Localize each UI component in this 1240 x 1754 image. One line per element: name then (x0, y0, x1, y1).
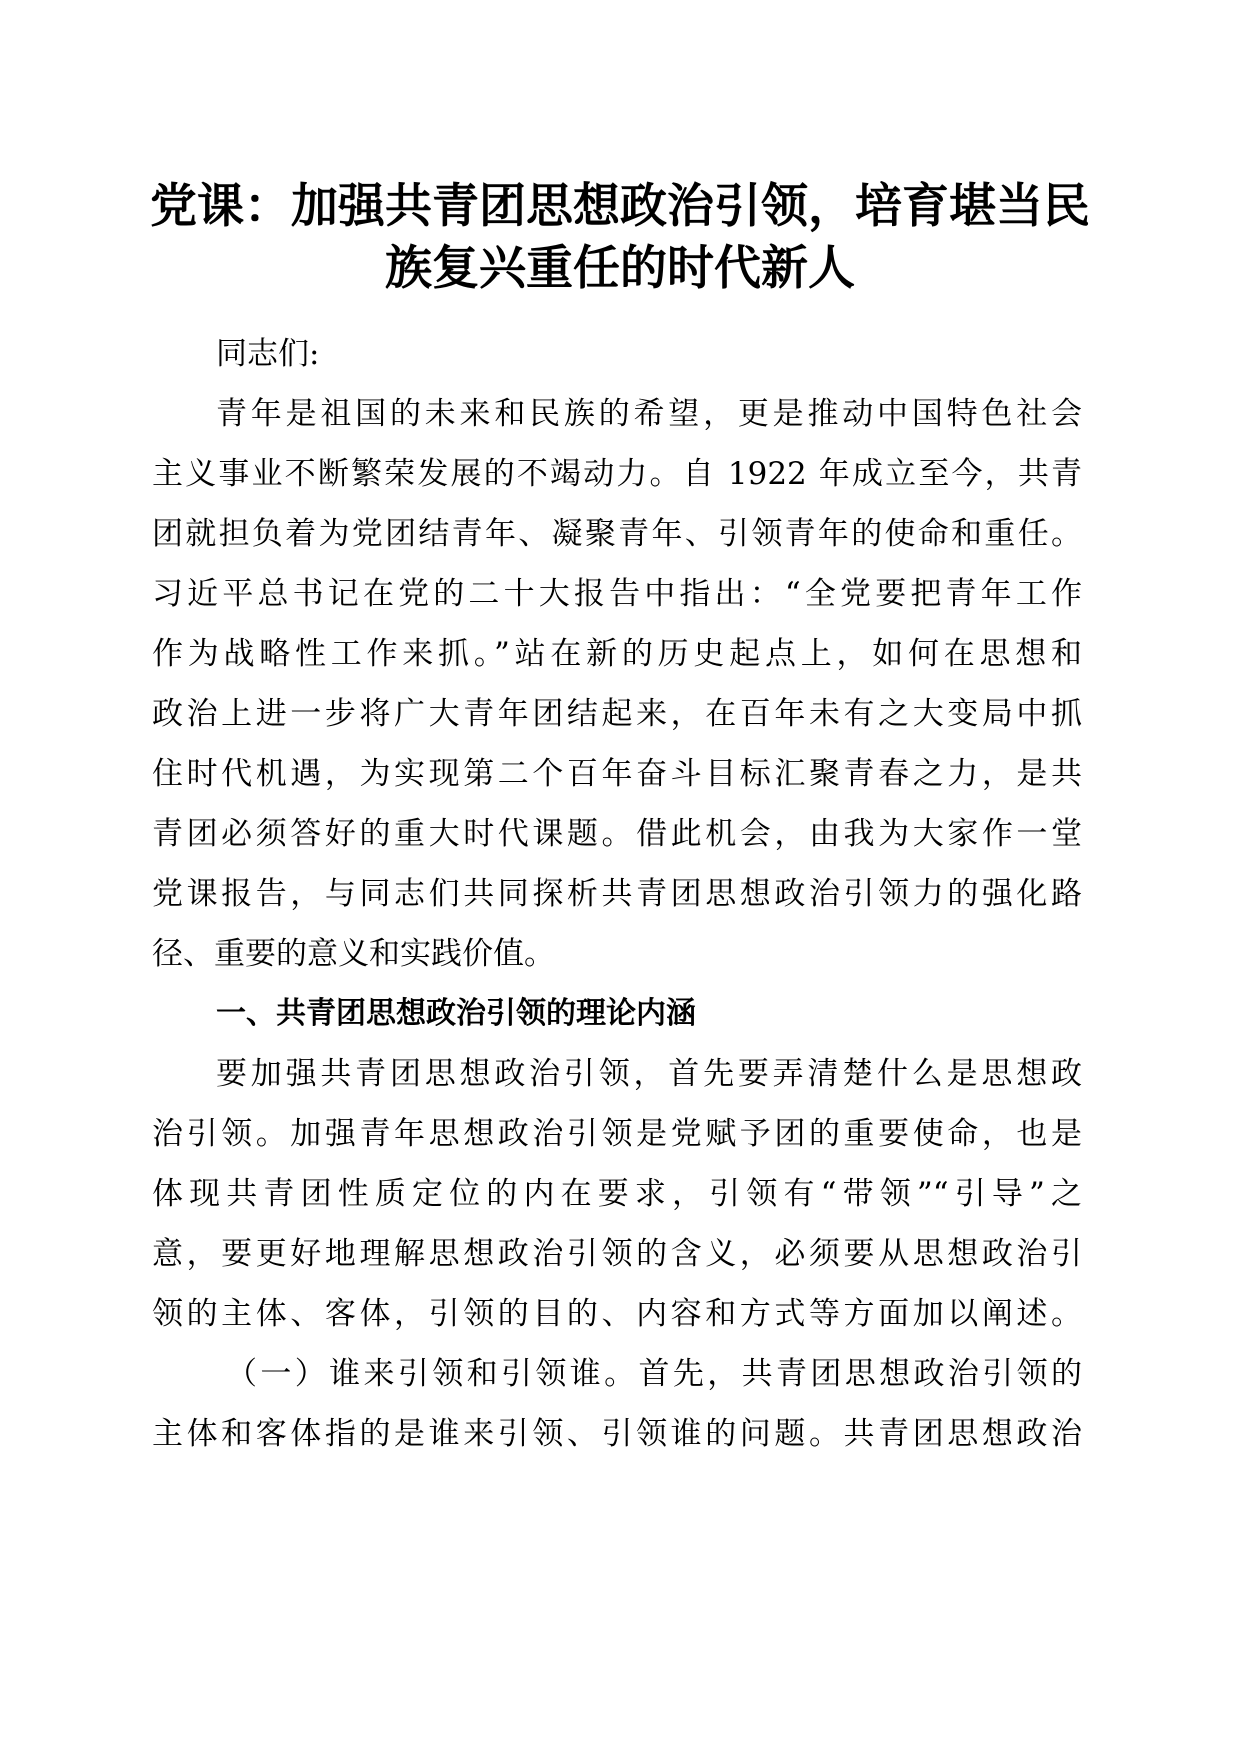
section-line: 意，要更好地理解思想政治引领的含义，必须要从思想政治引 (152, 1236, 1082, 1272)
intro-line: 住时代机遇，为实现第二个百年奋斗目标汇聚青春之力，是共 (152, 756, 1082, 792)
subsection-line: （一）谁来引领和引领谁。首先，共青团思想政治引领的 (226, 1356, 1082, 1392)
document-body (152, 324, 1082, 1464)
intro-line: 青年是祖国的未来和民族的希望，更是推动中国特色社会 (216, 396, 1082, 432)
intro-line: 径、重要的意义和实践价值。 (152, 936, 555, 972)
title-line-1: 党课：加强共青团思想政治引领，培育堪当民 (150, 179, 1090, 234)
intro-line: 青团必须答好的重大时代课题。借此机会，由我为大家作一堂 (152, 816, 1082, 852)
section-line: 领的主体、客体，引领的目的、内容和方式等方面加以阐述。 (152, 1296, 1082, 1332)
intro-line: 党课报告，与同志们共同探析共青团思想政治引领力的强化路 (152, 876, 1082, 912)
intro-line: 团就担负着为党团结青年、凝聚青年、引领青年的使命和重任。 (152, 516, 1082, 552)
section-heading: 一、共青团思想政治引领的理论内涵 (216, 996, 696, 1031)
intro-line: 作为战略性工作来抓。”站在新的历史起点上，如何在思想和 (152, 636, 1082, 672)
subsection-line: 主体和客体指的是谁来引领、引领谁的问题。共青团思想政治 (152, 1416, 1082, 1452)
salutation: 同志们: (216, 336, 320, 372)
section-line: 体现共青团性质定位的内在要求，引领有“带领”“引导”之 (152, 1176, 1082, 1212)
document-title (150, 176, 1090, 300)
intro-line: 主义事业不断繁荣发展的不竭动力。自 1922 年成立至今，共青 (152, 456, 1082, 492)
section-line: 治引领。加强青年思想政治引领是党赋予团的重要使命，也是 (152, 1116, 1082, 1152)
intro-line: 习近平总书记在党的二十大报告中指出：“全党要把青年工作 (152, 576, 1082, 612)
title-line-2: 族复兴重任的时代新人 (385, 241, 855, 296)
intro-line: 政治上进一步将广大青年团结起来，在百年未有之大变局中抓 (152, 696, 1082, 732)
section-line: 要加强共青团思想政治引领，首先要弄清楚什么是思想政 (216, 1056, 1082, 1092)
